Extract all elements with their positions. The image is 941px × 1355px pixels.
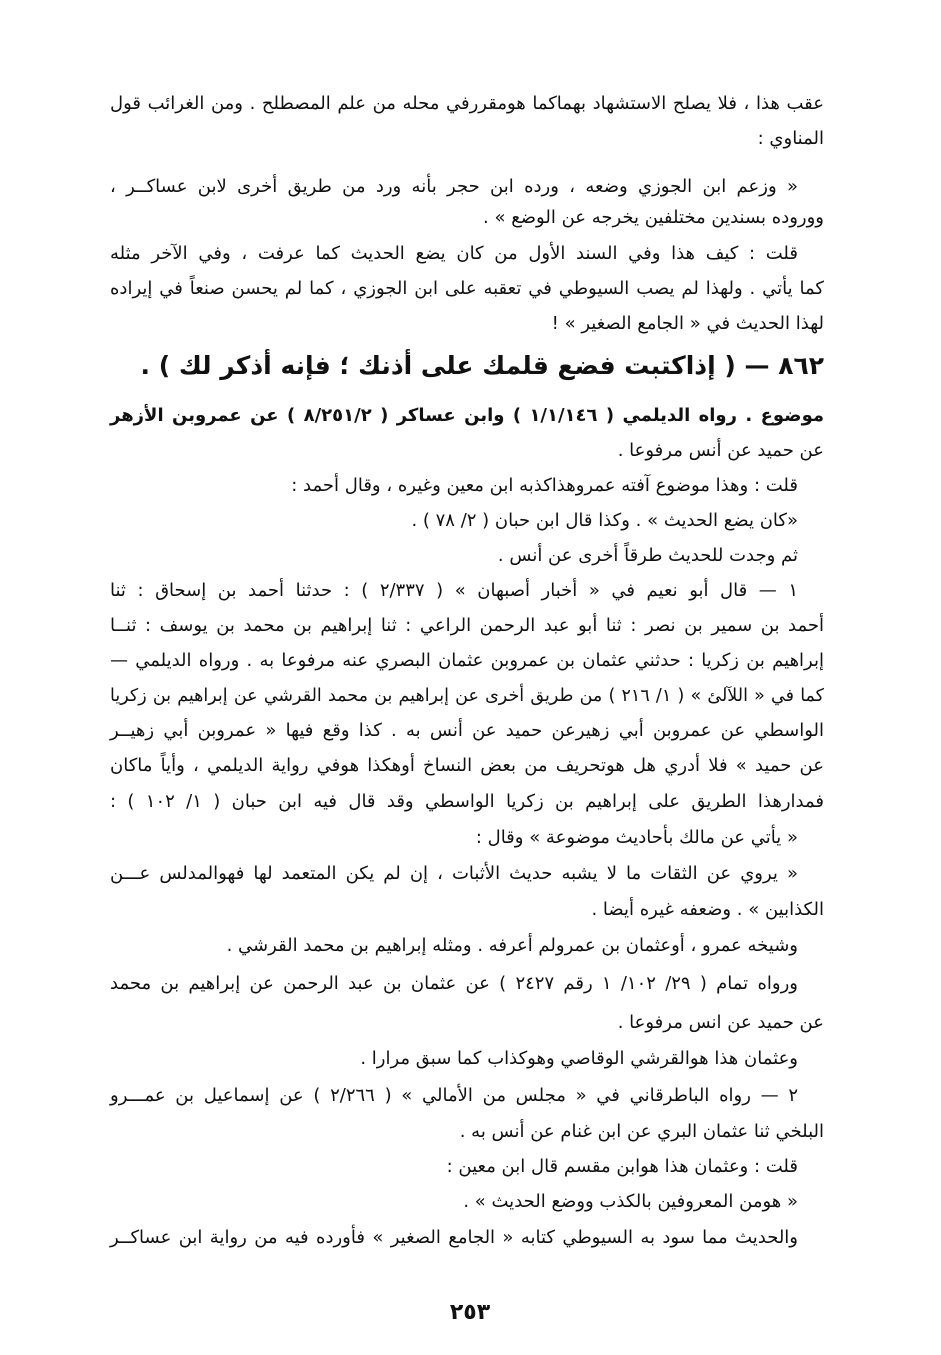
text-line: البلخي ثنا عثمان البري عن ابن غنام عن أنس به . — [459, 1121, 824, 1142]
text-line: عن حميد » فلا أدري هل هوتحريف من بعض النساخ أوهكذا هوفي رواية الديلمي ، وأياً ماكان — [110, 755, 824, 776]
text-line: أحمد بن سمير بن نصر : ثنا أبو عبد الرحمن الراعي : ثنا إبراهيم بن محمد بن يوسف : ثنــا — [110, 615, 824, 636]
text-line: المناوي : — [757, 128, 824, 149]
quote-line: « هومن المعروفين بالكذب ووضع الحديث » . — [463, 1191, 798, 1212]
text-line: قلت : وهذا موضوع آفته عمروهذاكذبه ابن معين وغيره ، وقال أحمد : — [291, 475, 798, 496]
quote-line: « يأتي عن مالك بأحاديث موضوعة » وقال : — [475, 827, 798, 848]
text-line: والحديث مما سود به السيوطي كتابه « الجامع الصغير » فأورده فيه من رواية ابن عساكــر — [110, 1227, 798, 1248]
hadith-heading: ٨٦٢ — ( إذاكتبت فضع قلمك على أذنك ؛ فإنه أذكر لك ) . — [140, 351, 824, 380]
text-line: عقب هذا ، فلا يصلح الاستشهاد بهماكما هومقررفي محله من علم المصطلح . ومن الغرائب قول — [110, 93, 824, 114]
grading-line: موضوع . رواه الديلمي ( ١/١/١٤٦ ) وابن عساكر ( ٨/٢٥١/٢ ) عن عمروبن الأزهر — [110, 405, 824, 426]
quote-line: ووروده بسندين مختلفين يخرجه عن الوضع » . — [483, 207, 824, 228]
text-line: قلت : وعثمان هذا هوابن مقسم قال ابن معين : — [446, 1156, 798, 1177]
text-line: فمدارهذا الطريق على إبراهيم بن زكريا الواسطي وقد قال فيه ابن حبان ( ١/ ١٠٢ ) : — [110, 791, 824, 812]
text-line: لهذا الحديث في « الجامع الصغير » ! — [551, 313, 824, 334]
text-line: كما في « اللآلئ » ( ١/ ٢١٦ ) من طريق أخرى عن إبراهيم بن محمد القرشي عن إبراهيم بن زكريا — [110, 686, 824, 706]
text-line: وشيخه عمرو ، أوعثمان بن عمرولم أعرفه . ومثله إبراهيم بن محمد القرشي . — [226, 935, 798, 956]
text-line: ورواه تمام ( ٢٩/ ١٠٢/ ١ رقم ٢٤٢٧ ) عن عثمان بن عبد الرحمن عن إبراهيم بن محمد — [110, 973, 798, 994]
text-line: إبراهيم بن زكريا : حدثني عثمان بن عمروبن عثمان البصري عنه مرفوعا به . ورواه الديلمي — — [110, 650, 824, 671]
page-number: ٢٥٣ — [449, 1300, 491, 1325]
quote-line: «كان يضع الحديث » . وكذا قال ابن حبان ( ٢/ ٧٨ ) . — [411, 510, 798, 531]
text-line: ٢ — رواه الباطرقاني في « مجلس من الأمالي » ( ٢/٢٦٦ ) عن إسماعيل بن عمـــرو — [110, 1085, 798, 1106]
text-line: ١ — قال أبو نعيم في « أخبار أصبهان » ( ٢/٣٣٧ ) : حدثنا أحمد بن إسحاق : ثنا — [110, 580, 798, 601]
text-line: قلت : كيف هذا وفي السند الأول من كان يضع الحديث كما عرفت ، وفي الآخر مثله — [110, 243, 798, 264]
text-line: ثم وجدت للحديث طرقاً أخرى عن أنس . — [497, 545, 798, 566]
text-line: الواسطي عن عمروبن أبي زهيرعن حميد عن أنس به . كذا وقع فيها « عمروبن أبي زهيــر — [110, 720, 824, 741]
quote-line: « وزعم ابن الجوزي وضعه ، ورده ابن حجر بأنه ورد من طريق أخرى لابن عساكــر ، — [110, 176, 798, 197]
text-line: عن حميد عن أنس مرفوعا . — [617, 440, 824, 461]
text-line: كما يأتي . ولهذا لم يصب السيوطي في تعقبه على ابن الجوزي ، كما لم يحسن صنعاً في إيراده — [110, 278, 824, 299]
quote-line: الكذابين » . وضعفه غيره أيضا . — [591, 899, 824, 920]
quote-line: « يروي عن الثقات ما لا يشبه حديث الأثبات ، إن لم يكن المتعمد لها فهوالمدلس عـــن — [110, 863, 798, 884]
text-line: وعثمان هذا هوالقرشي الوقاصي وهوكذاب كما سبق مرارا . — [360, 1048, 798, 1069]
text-line: عن حميد عن انس مرفوعا . — [617, 1012, 824, 1033]
